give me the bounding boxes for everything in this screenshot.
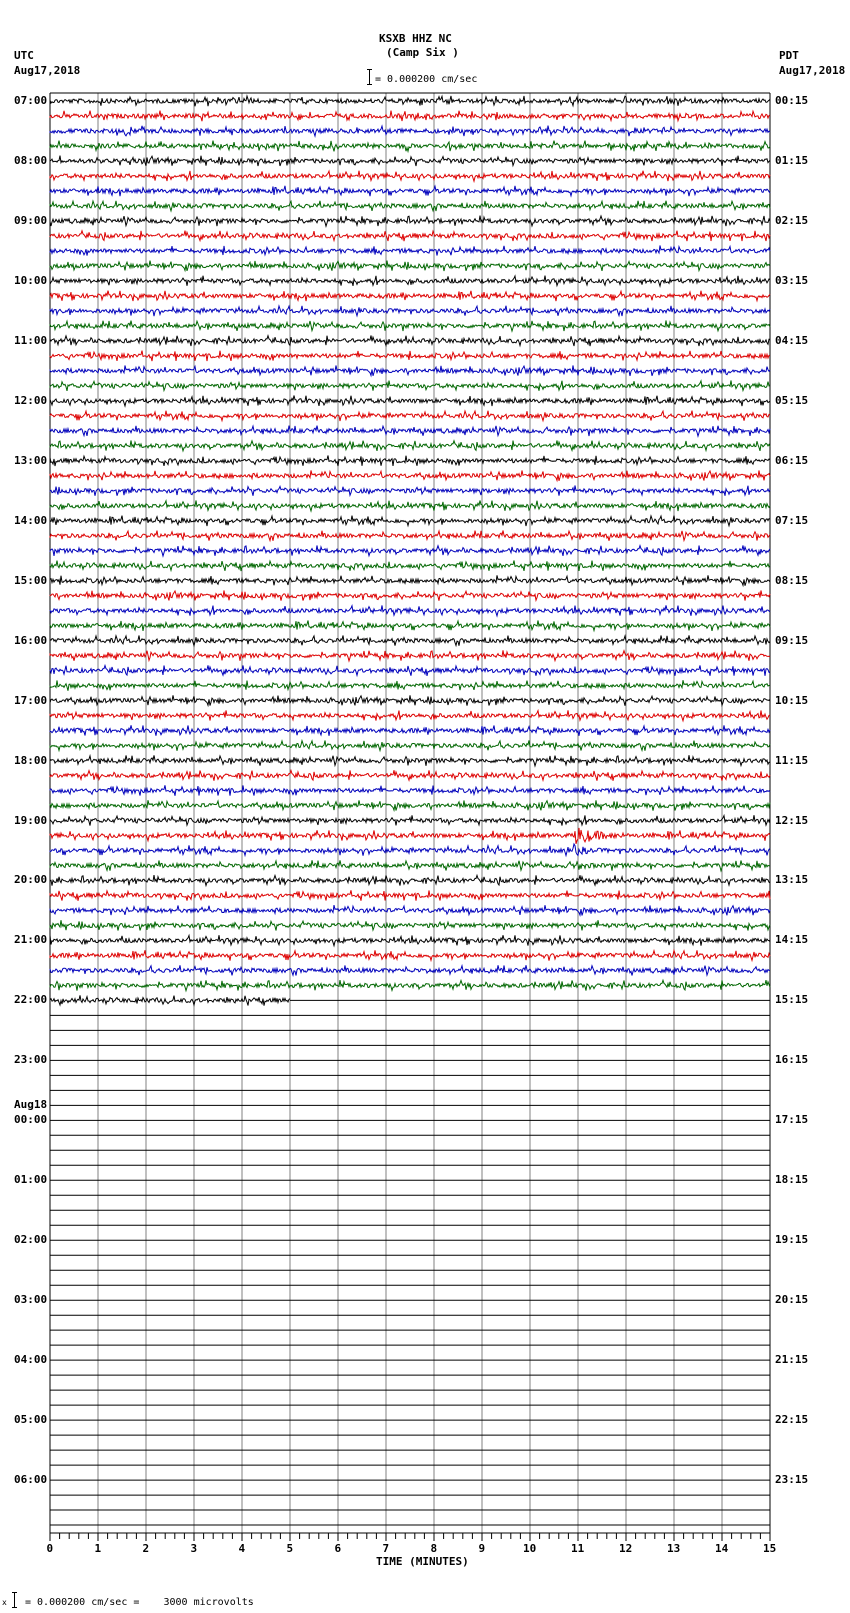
utc-hour-label: 01:00 xyxy=(14,1173,48,1187)
pdt-hour-label: 15:15 xyxy=(775,993,809,1007)
utc-hour-label: 22:00 xyxy=(14,993,48,1007)
x-tick-label: 13 xyxy=(667,1542,681,1555)
seismic-trace xyxy=(50,725,770,736)
pdt-hour-label: 06:15 xyxy=(775,453,809,467)
seismic-trace xyxy=(50,590,770,600)
seismic-trace xyxy=(50,575,770,585)
x-axis-title: TIME (MINUTES) xyxy=(376,1555,469,1568)
x-tick-label: 8 xyxy=(430,1542,438,1555)
seismic-trace xyxy=(50,531,770,541)
seismic-trace xyxy=(50,740,770,750)
scale-bar-icon xyxy=(367,69,372,85)
right-timezone: PDT xyxy=(779,49,799,62)
seismic-trace xyxy=(50,875,770,886)
utc-hour-label: 23:00 xyxy=(14,1053,48,1067)
pdt-hour-label: 16:15 xyxy=(775,1053,809,1067)
seismic-trace xyxy=(50,935,770,946)
footer-prefix: x xyxy=(2,1598,7,1607)
x-tick-label: 1 xyxy=(94,1542,102,1555)
x-tick-label: 9 xyxy=(478,1542,486,1555)
seismic-trace xyxy=(50,605,770,616)
seismic-trace xyxy=(50,561,770,572)
utc-hour-label: 16:00 xyxy=(14,633,48,647)
station-location: (Camp Six ) xyxy=(386,46,459,59)
seismic-trace xyxy=(50,635,770,645)
seismic-trace xyxy=(50,111,770,122)
x-tick-label: 7 xyxy=(382,1542,390,1555)
pdt-hour-label: 20:15 xyxy=(775,1293,809,1307)
utc-hour-label: 14:00 xyxy=(14,513,48,527)
seismic-trace xyxy=(50,920,770,930)
seismic-trace xyxy=(50,828,770,844)
seismic-trace xyxy=(50,695,770,705)
utc-hour-label: 05:00 xyxy=(14,1413,48,1427)
x-tick-label: 15 xyxy=(763,1542,777,1555)
x-tick-label: 3 xyxy=(190,1542,198,1555)
x-tick-label: 11 xyxy=(571,1542,585,1555)
pdt-hour-label: 12:15 xyxy=(775,813,809,827)
seismic-trace xyxy=(50,246,770,256)
seismic-trace xyxy=(50,336,770,347)
utc-hour-label: 03:00 xyxy=(14,1293,48,1307)
pdt-hour-label: 04:15 xyxy=(775,333,809,347)
seismic-trace xyxy=(50,785,770,796)
utc-hour-label: 19:00 xyxy=(14,813,48,827)
footer-scale-bar-icon xyxy=(12,1592,17,1608)
utc-hour-label: 13:00 xyxy=(14,453,48,467)
utc-hour-label: 04:00 xyxy=(14,1353,48,1367)
scale-label: = 0.000200 cm/sec xyxy=(375,74,478,85)
seismic-trace xyxy=(50,141,770,152)
seismic-trace xyxy=(50,800,770,810)
seismic-trace xyxy=(50,216,770,227)
utc-hour-label: 20:00 xyxy=(14,873,48,887)
seismic-trace xyxy=(50,396,770,407)
pdt-hour-label: 09:15 xyxy=(775,633,809,647)
utc-hour-label: 17:00 xyxy=(14,693,48,707)
seismic-trace xyxy=(50,665,770,676)
utc-hour-label: 12:00 xyxy=(14,393,48,407)
seismic-trace xyxy=(50,291,770,302)
x-tick-label: 12 xyxy=(619,1542,633,1555)
seismic-trace xyxy=(50,980,770,991)
seismic-trace xyxy=(50,126,770,137)
pdt-hour-label: 10:15 xyxy=(775,693,809,707)
x-tick-label: 10 xyxy=(523,1542,537,1555)
seismic-trace xyxy=(50,950,770,960)
pdt-hour-label: 18:15 xyxy=(775,1173,809,1187)
x-tick-label: 6 xyxy=(334,1542,342,1555)
seismic-trace xyxy=(50,890,770,901)
pdt-hour-label: 01:15 xyxy=(775,153,809,167)
seismic-trace xyxy=(50,186,770,196)
pdt-hour-label: 05:15 xyxy=(775,393,809,407)
x-tick-label: 5 xyxy=(286,1542,294,1555)
utc-hour-label: 18:00 xyxy=(14,753,48,767)
seismic-trace xyxy=(50,545,770,556)
seismic-trace xyxy=(50,351,770,362)
utc-hour-label: 11:00 xyxy=(14,333,48,347)
date-change-label: Aug18 xyxy=(14,1098,48,1112)
station-title: KSXB HHZ NC xyxy=(379,32,452,45)
seismic-trace xyxy=(50,411,770,421)
seismic-trace xyxy=(50,321,770,332)
pdt-hour-label: 00:15 xyxy=(775,94,809,107)
seismic-trace xyxy=(50,440,770,451)
left-date: Aug17,2018 xyxy=(14,64,81,77)
seismic-trace xyxy=(50,755,770,766)
pdt-hour-label: 19:15 xyxy=(775,1233,809,1247)
seismic-trace xyxy=(50,621,770,631)
seismic-trace xyxy=(50,815,770,825)
seismic-trace xyxy=(50,276,770,287)
utc-hour-label: 00:00 xyxy=(14,1113,48,1127)
seismic-trace xyxy=(50,650,770,661)
x-tick-label: 14 xyxy=(715,1542,729,1555)
pdt-hour-label: 17:15 xyxy=(775,1113,809,1127)
pdt-hour-label: 23:15 xyxy=(775,1473,809,1487)
seismic-trace xyxy=(50,306,770,316)
seismic-trace xyxy=(50,770,770,781)
seismic-trace xyxy=(50,680,770,691)
seismic-trace xyxy=(50,366,770,376)
seismic-trace xyxy=(50,456,770,467)
utc-hour-label: 15:00 xyxy=(14,573,48,587)
seismic-trace xyxy=(50,501,770,512)
seismic-trace xyxy=(50,860,770,871)
utc-hour-label: 10:00 xyxy=(14,273,48,287)
pdt-hour-label: 03:15 xyxy=(775,273,809,287)
seismic-trace xyxy=(50,905,770,915)
utc-hour-label: 07:00 xyxy=(14,94,48,107)
seismic-trace xyxy=(50,201,770,211)
right-date: Aug17,2018 xyxy=(779,64,846,77)
seismic-trace xyxy=(50,995,290,1005)
x-tick-label: 0 xyxy=(46,1542,54,1555)
seismic-trace xyxy=(50,171,770,182)
pdt-hour-label: 14:15 xyxy=(775,933,809,947)
seismic-trace xyxy=(50,965,770,975)
pdt-hour-label: 21:15 xyxy=(775,1353,809,1367)
utc-hour-label: 02:00 xyxy=(14,1233,48,1247)
pdt-hour-label: 13:15 xyxy=(775,873,809,887)
seismic-trace xyxy=(50,156,770,166)
utc-hour-label: 09:00 xyxy=(14,213,48,227)
seismic-trace xyxy=(50,486,770,496)
pdt-hour-label: 22:15 xyxy=(775,1413,809,1427)
left-timezone: UTC xyxy=(14,49,34,62)
seismic-trace xyxy=(50,261,770,271)
x-tick-label: 2 xyxy=(142,1542,150,1555)
seismic-trace xyxy=(50,844,770,856)
seismic-trace xyxy=(50,381,770,391)
utc-hour-label: 08:00 xyxy=(14,153,48,167)
pdt-hour-label: 07:15 xyxy=(775,513,809,527)
seismic-trace xyxy=(50,516,770,526)
seismic-trace xyxy=(50,470,770,480)
x-tick-label: 4 xyxy=(238,1542,246,1555)
pdt-hour-label: 08:15 xyxy=(775,573,809,587)
seismic-trace xyxy=(50,710,770,721)
utc-hour-label: 06:00 xyxy=(14,1473,48,1487)
utc-hour-label: 21:00 xyxy=(14,933,48,947)
footer-scale-text: = 0.000200 cm/sec = 3000 microvolts xyxy=(25,1597,254,1608)
pdt-hour-label: 02:15 xyxy=(775,213,809,227)
pdt-hour-label: 11:15 xyxy=(775,753,809,767)
seismic-trace xyxy=(50,231,770,242)
seismic-trace xyxy=(50,426,770,437)
seismic-trace xyxy=(50,96,770,106)
